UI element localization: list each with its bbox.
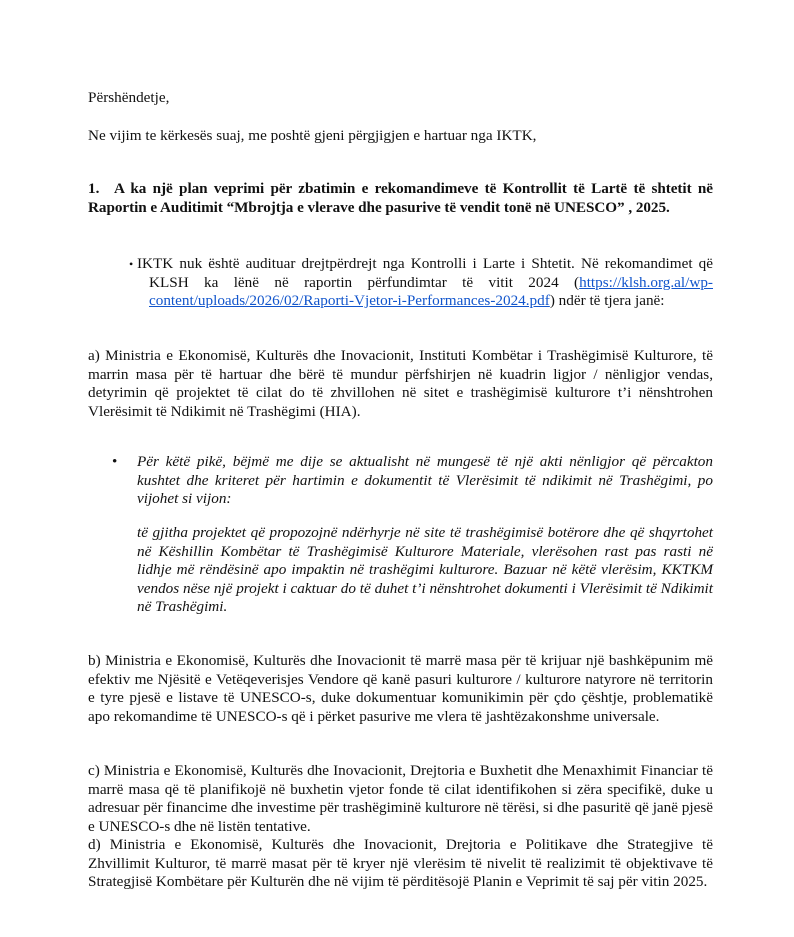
response-a-bullet-text: Për këtë pikë, bëjmë me dije se aktualisht në mungesë të një akti nënligjor që përcakton kushtet dhe kriteret për hartimin e dokumentit të Vlerësimit të ndikimit në Trashëgimi, po vijohet si vijon:: [137, 453, 713, 508]
answer-bullet: [129, 255, 713, 311]
question-number: 1.: [88, 180, 100, 197]
answer-bullet-text: IKTK nuk është audituar drejtpërdrejt nga Kontrolli i Larte i Shtetit. Në rekomandimet që KLSH ka lënë në raportin përfundimtar të vitit 2024 (https://klsh.org.al/wp-content/uploads/2026/02/Raporti-Vjetor-i-Performances-2024.pdf) ndër të tjera janë:: [137, 255, 713, 310]
question-heading: [88, 180, 713, 217]
response-a-detail: të gjitha projektet që propozojnë ndërhyrje në site të trashëgimisë botërore dhe që shqyrtohet në Këshillin Kombëtar të Trashëgimisë Kulturore Materiale, vlerësohen rast pas rasti në lidhje më rëndësinë apo impaktin në trashëgimi kulturore. Bazuar në këtë vlerësim, KKTKM vendos nëse një projekt i caktuar do të duhet t’i nënshtrohet dokumenti i Vlerësimit të Ndikimit në Trashëgimi.: [137, 524, 713, 616]
klsh-report-link[interactable]: https://klsh.org.al/wp-content/uploads/2026/02/Raporti-Vjetor-i-Performances-2024.pdf: [149, 273, 713, 310]
recommendation-c: c) Ministria e Ekonomisë, Kulturës dhe Inovacionit, Drejtoria e Buxhetit dhe Menaxhimit Financiar të marrë masa që të planifikojë në buxhetin vjetor fonde të cilat identifikohen si zëra specifikë, duke u adresuar për financime dhe investime për trashëgiminë kulturore në tërësi, si dhe pasuritë që janë pjesë e UNESCO-s dhe në listën tentative.: [88, 762, 713, 835]
question-text: A ka një plan veprimi për zbatimin e rekomandimeve të Kontrollit të Lartë të shtetit në Raportin e Auditimit “Mbrojtja e vlerave dhe pasurive të vendit tonë në UNESCO” , 2025.: [88, 180, 713, 216]
recommendation-b: b) Ministria e Ekonomisë, Kulturës dhe Inovacionit të marrë masa për të krijuar një bashkëpunim më efektiv me Njësitë e Vetëqeverisjes Vendore që kanë pasuri kulturore / kulturore natyrore në territorin e tyre pjesë e listave të UNESCO-s, duke dokumentuar komunikimin për çdo çështje, problematikë apo rekomandime të UNESCO-s që i përket pasurive me vlera të jashtëzakonshme universale.: [88, 652, 713, 725]
recommendation-d: d) Ministria e Ekonomisë, Kulturës dhe Inovacionit, Drejtoria e Politikave dhe Strategjive të Zhvillimit Kulturor, të marrë masat për të kryer një vlerësim të nivelit të realizimit të objektivave të Strategjisë Kombëtare për Kulturën dhe në vijim të përditësojë Planin e Veprimit të saj për vitin 2025.: [88, 836, 713, 891]
intro-text: Ne vijim te kërkesës suaj, me poshtë gjeni përgjigjen e hartuar nga IKTK,: [88, 127, 537, 144]
response-a-bullet: [112, 453, 713, 509]
greeting: Përshëndetje,: [88, 89, 170, 106]
recommendation-a: a) Ministria e Ekonomisë, Kulturës dhe Inovacionit, Instituti Kombëtar i Trashëgimisë Kulturore, të marrin masa për të hartuar dhe bërë të mundur përfshirjen në kuadrin ligjor / nënligjor vendas, detyrimin që projektet të cilat do të zhvillohen në sitet e trashëgimisë kulturore t’i nënshtrohen Vlerësimit të Ndikimit në Trashëgimi (HIA).: [88, 347, 713, 420]
bullet-icon: •: [129, 257, 134, 271]
bullet-icon: •: [112, 453, 118, 470]
